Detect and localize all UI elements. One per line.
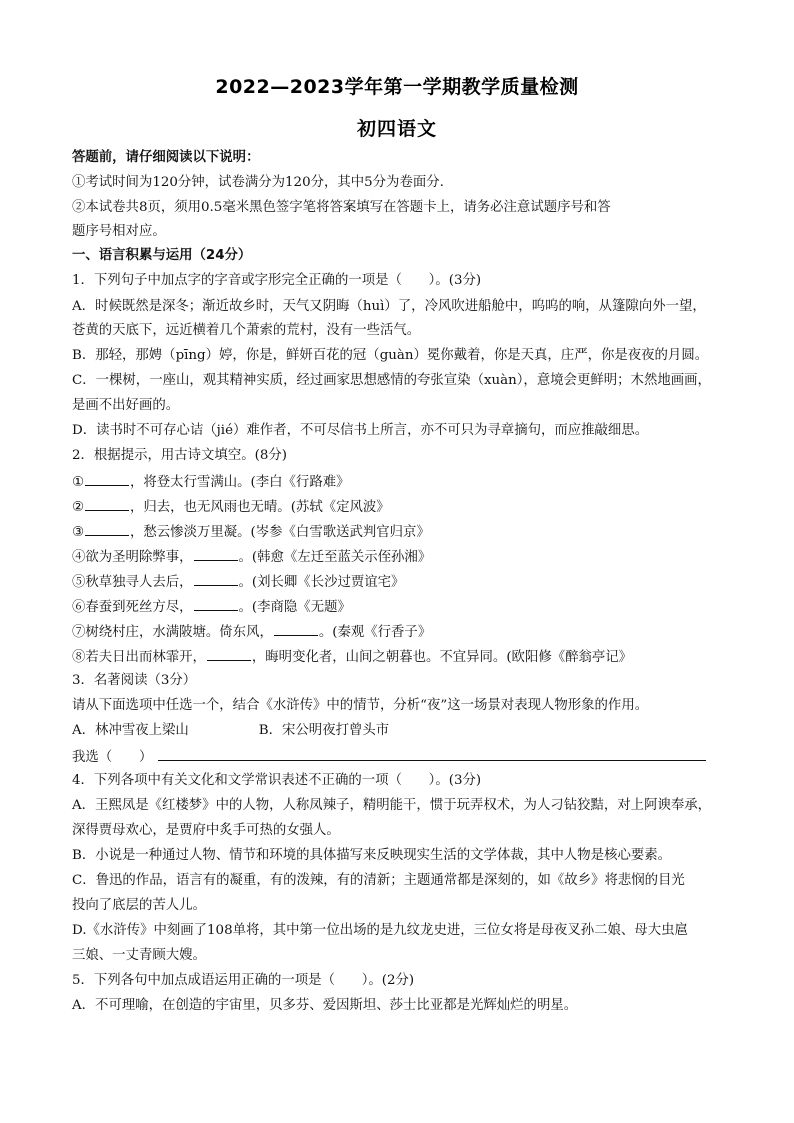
q2-line-1-prefix: ① [72, 475, 85, 490]
q2-line-2-prefix: ② [72, 500, 85, 515]
q4-option-c: C．鲁迅的作品，语言有的凝重，有的泼辣，有的清新；主题通常都是深刻的，如《故乡》将悲悯的目光 [72, 873, 685, 888]
q2-line-6 [72, 596, 732, 618]
q2-line-4-suffix: 。(韩愈《左迁至蓝关示侄孙湘》 [238, 550, 432, 565]
q1-option-a-cont: 苍黄的天底下，远近横着几个萧索的荒村，没有一些活气。 [72, 323, 421, 338]
q3-answer-line [72, 746, 732, 768]
answer-blank[interactable] [194, 546, 238, 561]
q2-line-1 [72, 471, 732, 493]
q2-line-1-suffix: ，将登太行雪满山。(李白《行路难》 [130, 475, 350, 490]
q2-line-6-suffix: 。(李商隐《无题》 [238, 600, 351, 615]
q5-option-a: A．不可理喻，在创造的宇宙里，贝多芬、爱因斯坦、莎士比亚都是光辉灿烂的明星。 [72, 998, 578, 1013]
q4-option-d: D.《水浒传》中刻画了108单将，其中第一位出场的是九纹龙史进，三位女将是母夜叉孙二娘、母大虫扈 [72, 923, 688, 938]
exam-subject: 初四语文 [356, 118, 437, 140]
q2-line-2 [72, 496, 732, 518]
answer-blank[interactable] [194, 571, 238, 586]
q2-line-8-suffix: ，晦明变化者，山间之朝暮也。不宜异同。(欧阳修《醉翁亭记》 [251, 650, 633, 665]
q2-line-5 [72, 571, 732, 593]
q3-option-a: A．林冲雪夜上梁山 [72, 723, 189, 738]
q5-stem: 5．下列各句中加点成语运用正确的一项是（ ）。(2分) [72, 973, 415, 988]
q2-line-7-suffix: 。(秦观《行香子》 [318, 625, 432, 640]
q2-line-3 [72, 521, 732, 543]
q2-line-5-suffix: 。(刘长卿《长沙过贾谊宅》 [238, 575, 405, 590]
q1-option-a: A．时候既然是深冬；渐近故乡时，天气又阴晦（huì）了，冷风吹进船舱中，呜呜的响，从篷隙向外一望， [72, 299, 706, 314]
q2-line-6-prefix: ⑥春蚕到死丝方尽， [72, 600, 193, 615]
instruction-item-1: ①考试时间为120分钟，试卷满分为120分，其中5分为卷面分. [72, 175, 444, 190]
q2-line-7 [72, 621, 732, 643]
exam-title: 2022—2023学年第一学期教学质量检测 [215, 76, 579, 98]
q2-stem: 2．根据提示，用古诗文填空。(8分) [72, 448, 287, 463]
answer-blank[interactable] [207, 646, 251, 661]
answer-blank[interactable] [85, 471, 129, 486]
answer-blank[interactable] [85, 496, 129, 511]
q3-stem: 3．名著阅读（3分） [72, 673, 197, 688]
q2-line-4 [72, 546, 732, 568]
q4-option-c-cont: 投向了底层的苦人儿。 [72, 898, 206, 913]
instruction-item-2-cont: 题序号相对应。 [72, 224, 166, 239]
q2-line-2-suffix: ，归去，也无风雨也无晴。(苏轼《定风波》 [130, 500, 390, 515]
q4-option-a: A．王熙凤是《红楼梦》中的人物，人称凤辣子，精明能干，惯于玩弄权术，为人刁钻狡黠，对上阿谀奉承， [72, 798, 712, 813]
q3-options [72, 721, 732, 741]
q2-line-7-prefix: ⑦树绕村庄，水满陂塘。倚东风， [72, 625, 273, 640]
q2-line-4-prefix: ④欲为圣明除弊事， [72, 550, 193, 565]
q2-line-5-prefix: ⑤秋草独寻人去后， [72, 575, 193, 590]
q2-line-3-suffix: ，愁云惨淡万里凝。(岑参《白雪歌送武判官归京》 [130, 525, 430, 540]
answer-blank[interactable] [85, 521, 129, 536]
q4-option-b: B．小说是一种通过人物、情节和环境的具体描写来反映现实生活的文学体裁，其中人物是核心要素。 [72, 848, 672, 863]
q2-line-3-prefix: ③ [72, 525, 85, 540]
answer-blank[interactable] [274, 621, 318, 636]
q2-line-8-prefix: ⑧若夫日出而林霏开， [72, 650, 206, 665]
q1-option-c: C．一棵树，一座山，观其精神实质，经过画家思想感情的夸张宣染（xuàn），意境会更鲜明；木然地画画， [72, 373, 711, 388]
q1-option-c-cont: 是画不出好画的。 [72, 398, 180, 413]
q4-option-a-cont: 深得贾母欢心，是贾府中炙手可热的女强人。 [72, 823, 340, 838]
instruction-item-2: ②本试卷共8页，须用0.5毫米黑色签字笔将答案填写在答题卡上，请务必注意试题序号和答 [72, 200, 611, 215]
q3-prompt: 请从下面选项中任选一个，结合《水浒传》中的情节，分析“夜”这一场景对表现人物形象的作用。 [72, 698, 649, 713]
instructions-heading: 答题前，请仔细阅读以下说明： [72, 150, 260, 165]
answer-blank[interactable] [194, 596, 238, 611]
q1-option-d: D．读书时不可存心诘（jié）难作者，不可尽信书上所言，亦不可只为寻章摘句，而应推敲细思。 [72, 423, 649, 438]
answer-line[interactable] [158, 746, 706, 761]
q3-choice-label: 我选（ ） [72, 750, 153, 765]
q3-option-b: B．宋公明夜打曾头市 [258, 723, 390, 738]
section-heading: 一、语言积累与运用（24分） [72, 248, 252, 263]
q4-stem: 4．下列各项中有关文化和文学常识表述不正确的一项（ ）。(3分) [72, 773, 482, 788]
q4-option-d-cont: 三娘、一丈青顾大嫂。 [72, 948, 206, 963]
q1-stem: 1．下列句子中加点字的字音或字形完全正确的一项是（ ）。(3分) [72, 273, 482, 288]
q2-line-8 [72, 646, 732, 668]
q1-option-b: B．那轻，那娉（pīng）婷，你是，鲜妍百花的冠（guàn）冕你戴着，你是天真，庄严，你是夜夜的月圆。 [72, 348, 709, 363]
